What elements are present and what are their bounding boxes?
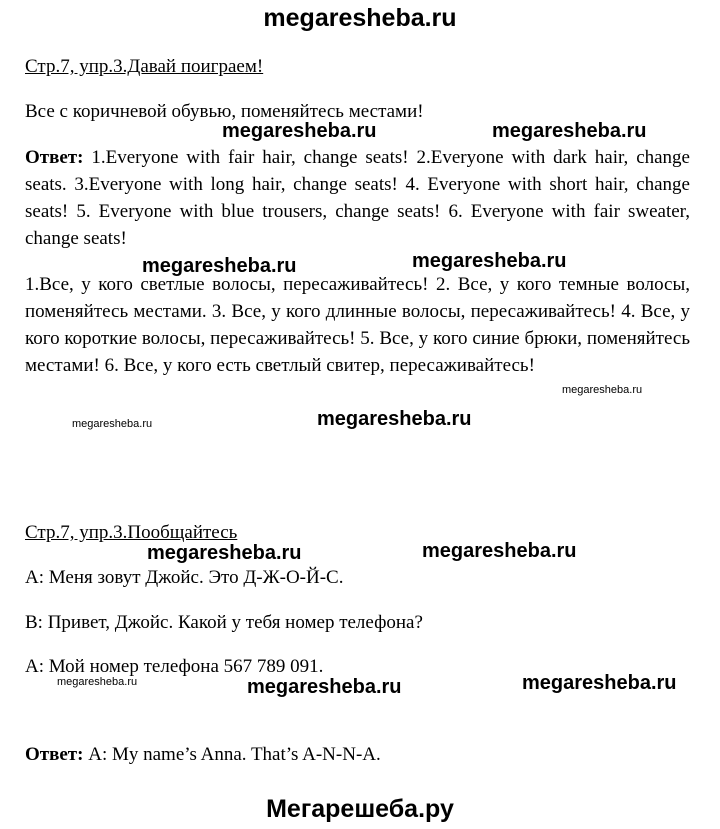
answer-text: A: My name’s Anna. That’s A-N-N-A. xyxy=(83,744,381,765)
section1-prompt: Все с коричневой обувью, поменяйтесь местами! xyxy=(25,101,424,122)
section1-answer xyxy=(25,144,690,252)
watermark: megaresheba.ru xyxy=(247,676,402,698)
watermark: megaresheba.ru xyxy=(562,384,643,396)
section2-answer xyxy=(25,744,690,766)
watermark: megaresheba.ru xyxy=(142,255,297,277)
watermark: megaresheba.ru xyxy=(147,542,302,564)
watermark: megaresheba.ru xyxy=(317,408,472,430)
answer-text: 1.Everyone with fair hair, change seats! 2.Everyone with dark hair, change seats. 3.Everyone with long hair, change seats! 4. Everyone with short hair, change seats! 5. Everyone with blue trousers, change seats! 6. Everyone with fair sweater, change seats! xyxy=(25,147,690,249)
section1-heading: Стр.7, упр.3.Давай поиграем! xyxy=(25,56,264,77)
section2-heading: Стр.7, упр.3.Пообщайтесь xyxy=(25,522,238,543)
answer-label: Ответ: xyxy=(25,744,84,765)
watermark: megaresheba.ru xyxy=(222,120,377,142)
watermark: megaresheba.ru xyxy=(422,540,577,562)
watermark: megaresheba.ru xyxy=(72,418,153,430)
section1-translation: 1.Все, у кого светлые волосы, пересаживайтесь! 2. Все, у кого темные волосы, поменяйтесь местами. 3. Все, у кого длинные волосы, пересаживайтесь! 4. Все, у кого короткие волосы, пересаживайтесь! 5. Все, у кого синие брюки, поменяйтесь местами! 6. Все, у кого есть светлый свитер, пересаживайтесь! xyxy=(25,274,690,376)
dialogue-line: A: Мой номер телефона 567 789 091. xyxy=(25,656,324,677)
dialogue-line: A: Меня зовут Джойс. Это Д-Ж-О-Й-С. xyxy=(25,567,344,588)
watermark: megaresheba.ru xyxy=(57,676,138,688)
watermark: megaresheba.ru xyxy=(412,250,567,272)
dialogue-line: B: Привет, Джойс. Какой у тебя номер телефона? xyxy=(25,612,423,633)
header-site-name: megaresheba.ru xyxy=(263,4,457,32)
watermark: megaresheba.ru xyxy=(522,672,677,694)
answer-label: Ответ: xyxy=(25,147,84,168)
footer-site-name: Мегарешеба.ру xyxy=(266,795,454,823)
watermark: megaresheba.ru xyxy=(492,120,647,142)
